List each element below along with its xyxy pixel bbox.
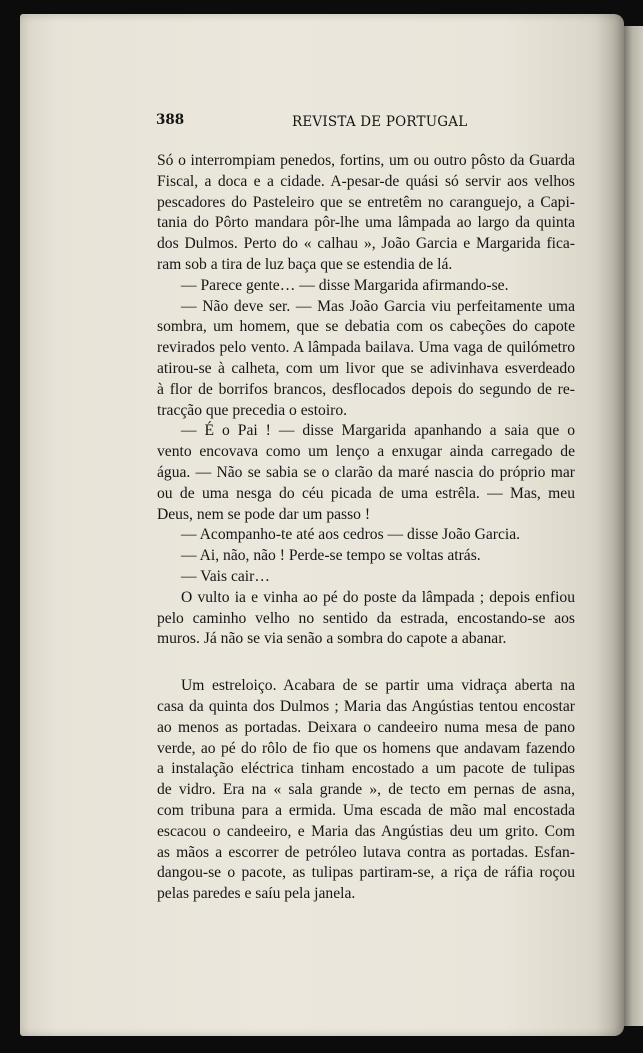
section-break (157, 650, 575, 676)
text-line: com tribuna para a ermida. Uma escada de mão mal encostada (157, 801, 575, 819)
text-line: pelas paredes e saíu pela janela. (157, 885, 356, 903)
paragraph (157, 525, 575, 546)
text-line: muros. Já não se via senão a sombra do capote a abanar. (157, 630, 507, 648)
text-line: revirados pelo vento. A lâmpada bailava. Uma vaga de quilómetro (157, 339, 575, 357)
text-line: verde, ao pé do rôlo de fio que os homens que andavam fazendo (157, 739, 575, 757)
text-line: Só o interrompiam penedos, fortins, um ou outro pôsto da Guarda (157, 152, 575, 169)
text-line: — Ai, não, não ! Perde-se tempo se voltas atrás. (181, 547, 481, 565)
text-line: tracção que precedia o estoiro. (157, 401, 348, 419)
text-line: pescadores do Pasteleiro que se entretêm no caranguejo, a Capi- (157, 193, 575, 211)
running-title: REVISTA DE PORTUGAL (292, 114, 468, 130)
text-line: — Acompanho-te até aos cedros — disse João Garcia. (181, 526, 521, 544)
text-line: escacou o candeeiro, e Maria das Angústias deu um grito. Com (157, 822, 575, 840)
paragraph (157, 276, 575, 297)
page-gutter-shadow (596, 14, 624, 1036)
text-line: dos Dulmos. Perto do « calhau », João Garcia e Margarida fica- (157, 235, 575, 253)
text-line: Fiscal, a doca e a cidade. A-pesar-de quási só servir aos velhos (157, 172, 575, 190)
paragraph (157, 588, 575, 650)
text-line: — É o Pai ! — disse Margarida apanhando a saia que o (181, 422, 575, 440)
running-header (156, 112, 468, 134)
text-line: dangou-se o pacote, as tulipas partiram-se, a riça de ráfia roçou (157, 864, 575, 882)
paragraph (157, 546, 575, 567)
facing-page-edge (624, 26, 643, 1026)
text-line: as mãos a escorrer de petróleo lutava contra as portadas. Esfan- (157, 843, 575, 861)
text-line: de vidro. Era na « sala grande », de tecto em pernas de asna, (157, 781, 575, 799)
text-line: Um estreloiço. Acabara de se partir uma vidraça aberta na (181, 677, 575, 695)
text-line: à flor de borrifos brancos, desflocados depois do segundo de re- (157, 380, 575, 398)
text-line: atirou-se à calheta, com um livor que se adivinhava esverdeado (157, 359, 575, 377)
text-line: a instalação eléctrica tinham encostado a um pacote de tulipas (157, 760, 575, 778)
text-line: O vulto ia e vinha ao pé do poste da lâmpada ; depois enfiou (181, 588, 575, 606)
text-line: — Vais cair… (181, 567, 270, 585)
text-line: — Não deve ser. — Mas João Garcia viu perfeitamente uma (181, 297, 575, 315)
paragraph (157, 151, 575, 276)
paragraph (157, 421, 575, 525)
text-line: casa da quinta dos Dulmos ; Maria das Angústias tentou encostar (157, 697, 575, 715)
text-line: pelo caminho velho no sentido da estrada, encostando-se aos (157, 609, 575, 627)
text-line: ram sob a tira de luz baça que se estendia de lá. (157, 255, 453, 273)
text-line: — Parece gente… — disse Margarida afirmando-se. (181, 276, 509, 294)
text-line: sombra, um homem, que se debatia com os cabeções do capote (157, 318, 575, 336)
text-line: água. — Não se sabia se o clarão da maré nascia do próprio mar (157, 463, 575, 481)
body-text (157, 151, 575, 905)
text-line: Deus, nem se pode dar um passo ! (157, 505, 371, 523)
text-line: tania do Pôrto mandara pôr-lhe uma lâmpada ao largo da quinta (157, 214, 575, 232)
text-line: vento encovava como um lenço a enxugar ainda carregado de (157, 443, 575, 461)
paragraph (157, 297, 575, 422)
paragraph (157, 676, 575, 905)
text-line: ou de uma nesga do céu picada de uma estrêla. — Mas, meu (157, 484, 575, 502)
paragraph (157, 567, 575, 588)
text-line: ao menos as portadas. Deixara o candeeiro numa mesa de pano (157, 718, 575, 736)
page-number: 388 (156, 112, 185, 128)
